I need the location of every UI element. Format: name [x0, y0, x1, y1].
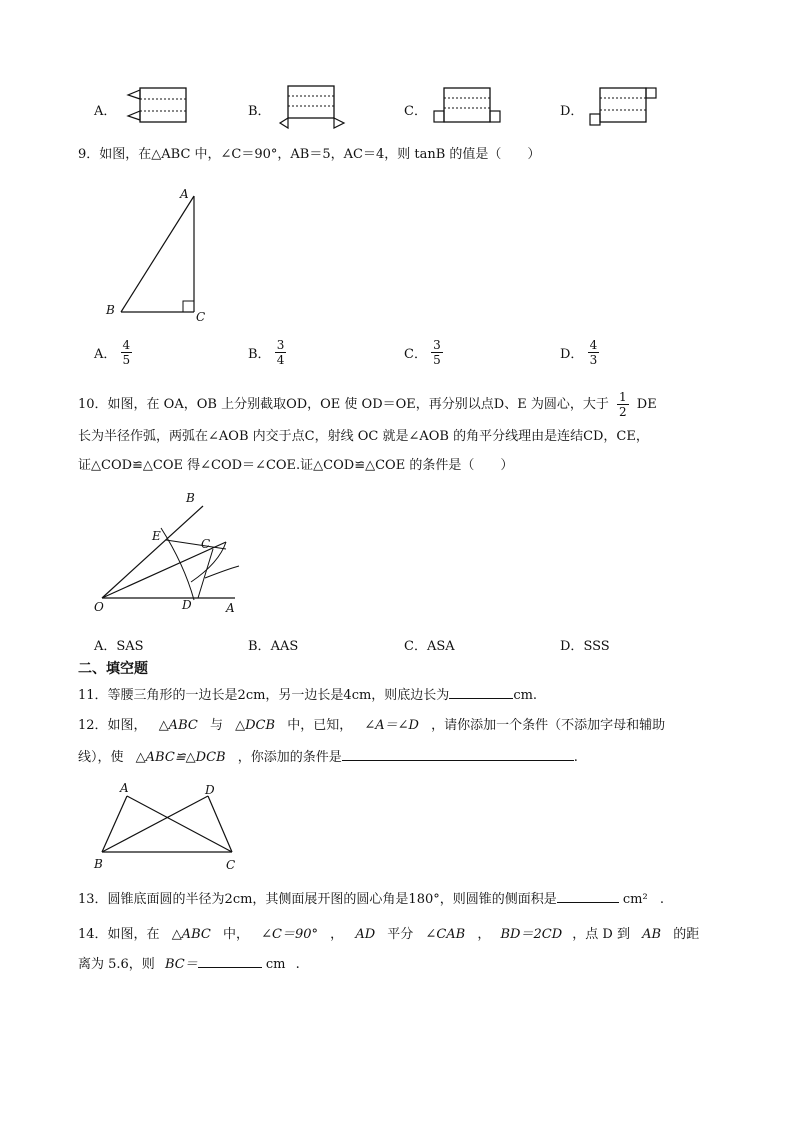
q9-triangle-figure — [100, 185, 220, 325]
q14-answer-blank[interactable] — [198, 967, 262, 968]
q12-answer-blank[interactable] — [342, 760, 574, 761]
fraction: $\frac{3}{4}$ — [276, 338, 285, 367]
q12-label-b: B — [94, 857, 103, 871]
q12-line-1: 12．如图， △ABC 与 △DCB 中，已知， ∠A＝∠D ，请你添加一个条件（不添加字母和辅助 — [78, 718, 666, 733]
q10-option-d: D．SSS — [560, 639, 610, 654]
q13: 13．圆锥底面圆的半径为2cm，其侧面展开图的圆心角是180°，则圆锥的侧面积是 cm² . — [78, 892, 664, 907]
q10-option-b: B．AAS — [248, 639, 299, 654]
q10-label-o: O — [94, 600, 104, 614]
q10-line-3: 证△COD≌△COE 得∠COD＝∠COE.证△COD≌△COE 的条件是（ ） — [78, 458, 514, 473]
q9-stem: 9．如图，在△ABC 中，∠C＝90°，AB＝5，AC＝4，则 tanB 的值是（ ） — [78, 147, 541, 162]
q8-option-a-letter: A． — [94, 104, 117, 119]
fraction: $\frac{4}{5}$ — [122, 338, 131, 367]
q9-label-a: A — [180, 187, 189, 201]
net-figure-d-icon — [588, 84, 660, 130]
q8-option-d-letter: D． — [560, 104, 584, 119]
q9-option-c: C． $\frac{3}{5}$ — [404, 338, 441, 367]
q10-angle-bisector-figure — [92, 486, 252, 621]
q10-label-a: A — [226, 601, 235, 615]
q12-label-d: D — [205, 783, 215, 797]
q12-label-c: C — [226, 858, 236, 872]
q13-answer-blank[interactable] — [557, 902, 619, 903]
q14-line-1: 14．如图，在 △ABC 中， ∠C＝90° ， AD 平分 ∠CAB ， BD＝2CD ，点 D 到 AB 的距 — [78, 927, 700, 942]
fraction: $\frac{4}{3}$ — [589, 338, 598, 367]
q9-option-a: A． $\frac{4}{5}$ — [94, 338, 131, 367]
section-title-fill-blank: 二、填空题 — [78, 661, 148, 677]
q10-label-e: E — [152, 529, 161, 543]
net-figure-b-icon — [278, 84, 350, 130]
q12-label-a: A — [120, 781, 129, 795]
q8-option-b-letter: B． — [248, 104, 271, 119]
q14-line-2: 离为 5.6，则 BC＝ cm . — [78, 957, 300, 972]
net-figure-a-icon — [124, 86, 190, 126]
q12-crossed-triangles-figure — [90, 778, 250, 874]
q10-option-a: A．SAS — [94, 639, 144, 654]
fraction: $\frac{3}{5}$ — [433, 338, 441, 367]
q9-option-b: B． $\frac{3}{4}$ — [248, 338, 285, 367]
q10-line-1: 10．如图，在 OA，OB 上分别截取OD，OE 使 OD＝OE，再分别以点D、E 为圆心，大于 $\frac{1}{2}$ DE — [78, 390, 657, 419]
q10-line-2: 长为半径作弧，两弧在∠AOB 内交于点C，射线 OC 就是∠AOB 的角平分线理由是连结CD，CE， — [78, 429, 649, 444]
q10-label-d: D — [182, 598, 192, 612]
q8-option-c-letter: C． — [404, 104, 427, 119]
q9-label-c: C — [196, 310, 206, 324]
q9-option-d: D． $\frac{4}{3}$ — [560, 338, 598, 367]
q11: 11．等腰三角形的一边长是2cm，另一边长是4cm，则底边长为 cm. — [78, 688, 538, 703]
q10-option-c: C．ASA — [404, 639, 455, 654]
fraction-half: $\frac{1}{2}$ — [618, 390, 627, 419]
q12-line-2: 线），使 △ABC≌△DCB ，你添加的条件是 . — [78, 750, 578, 765]
q9-label-b: B — [106, 303, 115, 317]
q11-answer-blank[interactable] — [449, 698, 513, 699]
q10-label-c: C — [201, 537, 211, 551]
q10-label-b: B — [186, 491, 195, 505]
net-figure-c-icon — [430, 86, 504, 126]
